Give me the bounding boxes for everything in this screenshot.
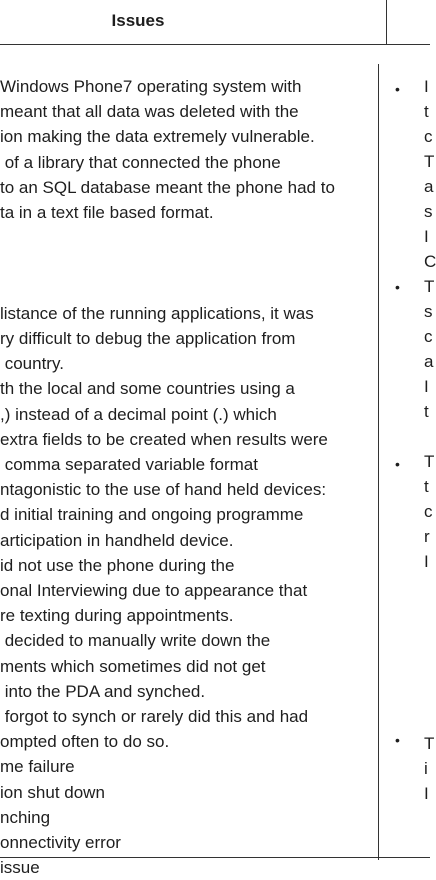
truncated-text-fragment: a (424, 177, 434, 196)
truncated-text-fragment: t (424, 102, 429, 121)
issue-text-line: into the PDA and synched. (0, 681, 206, 701)
issue-text-line: re texting during appointments. (0, 606, 234, 626)
issue-text-line: meant that all data was deleted with the (0, 102, 299, 122)
truncated-text-fragment: I (424, 552, 429, 571)
truncated-text-fragment: c (424, 127, 433, 146)
issue-text-line: nching (0, 807, 51, 827)
issue-text-line: ion making the data extremely vulnerable. (0, 127, 315, 147)
truncated-text-fragment: T (424, 277, 435, 296)
issue-text-line: onal Interviewing due to appearance that (0, 581, 308, 600)
truncated-text-fragment: t (424, 402, 429, 421)
issue-text-line: ta in a text file based format. (0, 203, 214, 222)
table-header (0, 0, 430, 44)
bullet-point: • (395, 81, 400, 97)
truncated-text-fragment: C (424, 252, 436, 271)
issue-text-line: of a library that connected the phone (0, 152, 281, 172)
header-bottom-border (0, 44, 430, 45)
issue-text-line: country. (0, 354, 64, 374)
truncated-text-fragment: t (424, 477, 429, 496)
truncated-text-fragment: a (424, 352, 434, 371)
truncated-text-fragment: T (424, 152, 435, 171)
bullet-point: • (395, 732, 400, 748)
truncated-text-fragment: T (424, 734, 435, 753)
issue-text-line: decided to manually write down the (0, 631, 271, 651)
truncated-text-fragment: I (424, 227, 429, 246)
truncated-text-fragment: r (424, 527, 430, 546)
issue-text-line: articipation in handheld device. (0, 530, 234, 550)
issue-text-line: d initial training and ongoing programme (0, 505, 304, 525)
issue-text-line: extra fields to be created when results were (0, 429, 328, 449)
issue-text-line: ,) instead of a decimal point (.) which (0, 404, 277, 424)
issue-text-line: issue (0, 858, 40, 878)
table-bottom-border (0, 857, 430, 858)
issue-text-line: ments which sometimes did not get (0, 656, 266, 676)
issue-text-line: id not use the phone during the (0, 555, 235, 575)
issue-text-line: comma separated variable format (0, 455, 258, 474)
header-divider-line (386, 0, 387, 44)
truncated-text-fragment: s (424, 302, 433, 321)
issue-text-line: th the local and some countries using a (0, 379, 295, 399)
issue-text-line: ry difficult to debug the application from (0, 329, 296, 348)
issue-text-line: listance of the running applications, it was (0, 303, 314, 323)
truncated-text-fragment: i (424, 759, 428, 778)
issues-column-header: Issues (111, 11, 165, 30)
issue-text-line: ion shut down (0, 782, 105, 802)
issue-text-line: forgot to synch or rarely did this and had (0, 707, 309, 726)
issue-text-line: ompted often to do so. (0, 732, 170, 752)
issue-text-line: Windows Phone7 operating system with (0, 77, 302, 96)
truncated-text-fragment: c (424, 327, 433, 346)
issue-text-line: to an SQL database meant the phone had to (0, 177, 335, 197)
truncated-text-fragment: I (424, 784, 429, 803)
truncated-text-fragment: I (424, 377, 429, 396)
bullet-point: • (395, 456, 400, 472)
issue-text-line: me failure (0, 757, 75, 777)
truncated-text-fragment: c (424, 502, 433, 521)
truncated-text-fragment: s (424, 202, 433, 221)
truncated-text-fragment: I (424, 77, 429, 96)
column-divider-line (378, 64, 379, 860)
bullet-point: • (395, 279, 400, 295)
issue-text-line: onnectivity error (0, 833, 121, 852)
issue-text-line: ntagonistic to the use of hand held devices: (0, 480, 327, 500)
truncated-text-fragment: T (424, 452, 435, 471)
